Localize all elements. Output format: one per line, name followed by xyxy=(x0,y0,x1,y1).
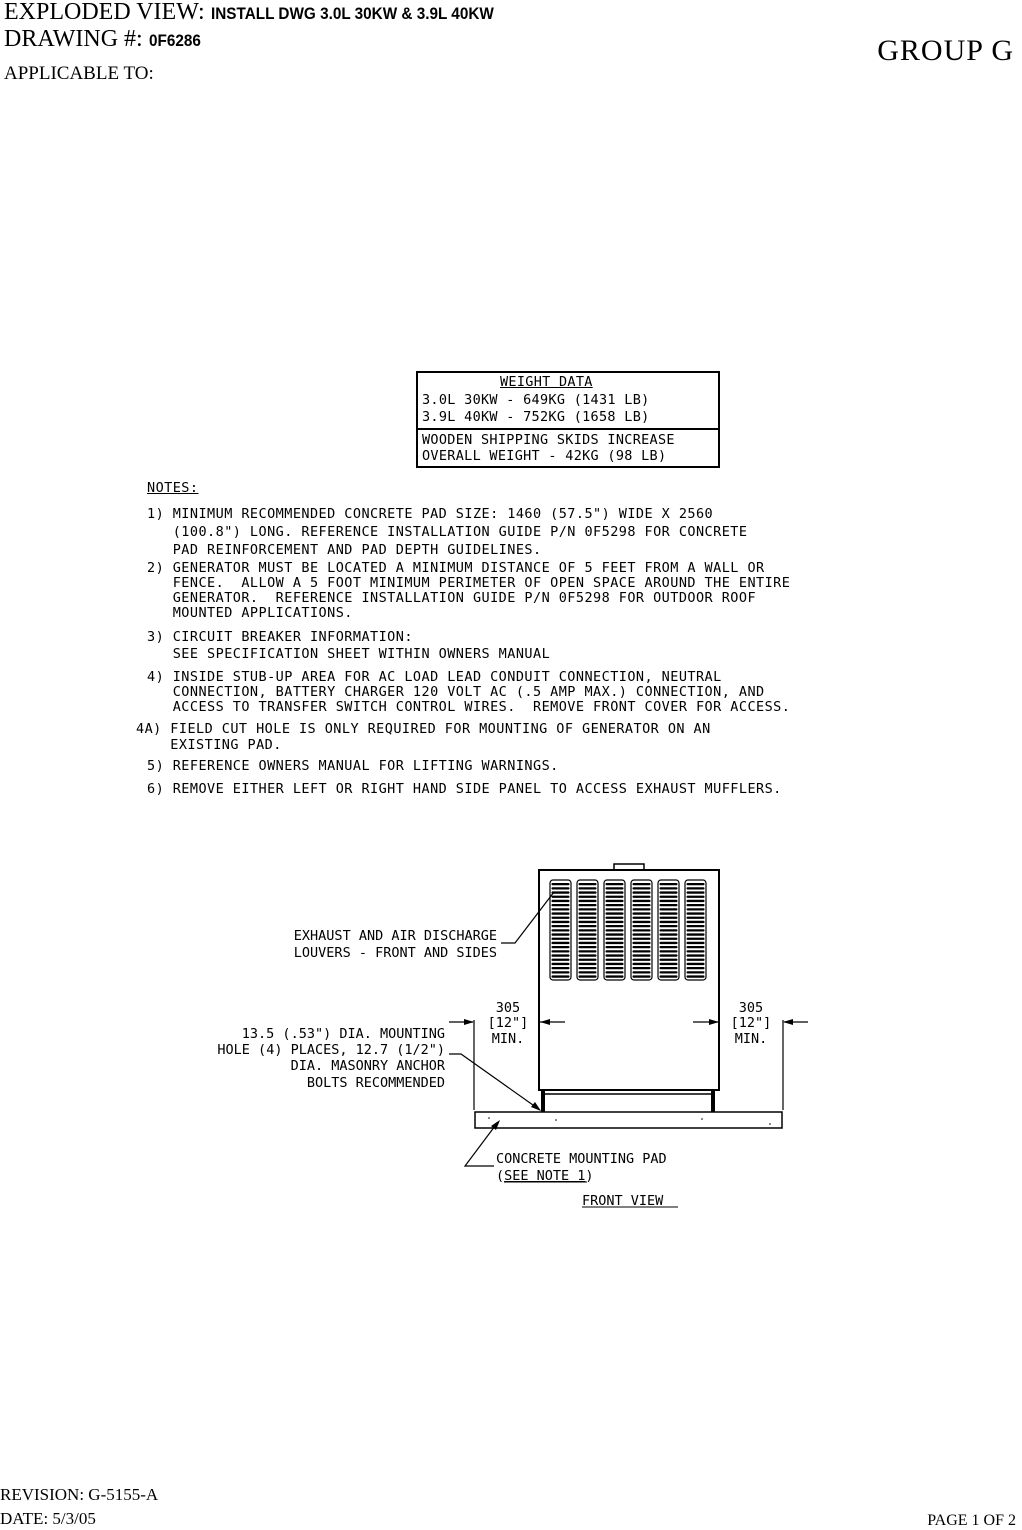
louver-slat xyxy=(606,929,624,931)
louver-slat xyxy=(579,938,597,940)
group-label: GROUP G xyxy=(877,34,1014,67)
louver-slat xyxy=(579,954,597,956)
louver-slat xyxy=(633,946,651,948)
louver-slat xyxy=(687,891,705,893)
pad-note-ref: (SEE NOTE 1) xyxy=(496,1168,594,1184)
louver-slat xyxy=(579,946,597,948)
weight-data-row: 3.0L 30KW - 649KG (1431 LB) xyxy=(422,392,650,408)
louver-slat xyxy=(579,963,597,965)
louver-slat xyxy=(660,959,678,961)
louver-slat xyxy=(606,950,624,952)
louver-slat xyxy=(606,942,624,944)
louver-slat xyxy=(606,912,624,914)
louver-slat xyxy=(579,975,597,977)
louver-slat xyxy=(579,967,597,969)
louver-slat xyxy=(687,908,705,910)
louver-slat xyxy=(606,900,624,902)
louver-slat xyxy=(606,887,624,889)
louver-slat xyxy=(633,971,651,973)
louver-slat xyxy=(633,950,651,952)
louver-slat xyxy=(552,887,570,889)
drawing-number-value: 0F6286 xyxy=(148,31,201,50)
louver-slat xyxy=(633,887,651,889)
louver-slat xyxy=(660,925,678,927)
note-2: 2) GENERATOR MUST BE LOCATED A MINIMUM DISTANCE OF 5 FEET FROM A WALL OR FENCE. ALLOW A 5 FOOT MINIMUM PERIMETER OF OPEN SPACE AROUND THE ENTIRE GENERATOR. REFERENCE INSTALLATION GUIDE P/N 0F5298 FOR OUTDOOR ROOF MOUNTED APPLICATIONS. xyxy=(147,560,791,621)
louver-slat xyxy=(633,929,651,931)
louver-slat xyxy=(579,959,597,961)
louver-slat xyxy=(579,917,597,919)
louver-slat xyxy=(606,883,624,885)
louver-slat xyxy=(660,942,678,944)
pad-label: CONCRETE MOUNTING PAD xyxy=(496,1151,667,1167)
louver-slat xyxy=(606,933,624,935)
louver-slat xyxy=(552,908,570,910)
applicable-to-label: APPLICABLE TO: xyxy=(4,63,154,84)
louver-slat xyxy=(552,904,570,906)
drawing-number-label: DRAWING #: xyxy=(4,26,143,52)
louver-slat xyxy=(579,908,597,910)
louver-slat xyxy=(552,971,570,973)
louver-slat xyxy=(606,959,624,961)
louver-slat xyxy=(579,933,597,935)
louver-slat xyxy=(660,912,678,914)
note-4a: 4A) FIELD CUT HOLE IS ONLY REQUIRED FOR MOUNTING OF GENERATOR ON AN EXISTING PAD. xyxy=(136,721,711,753)
louver-slat xyxy=(633,900,651,902)
louver-slat xyxy=(579,942,597,944)
clearance-left-value: 305 xyxy=(495,1000,521,1016)
louver-slat xyxy=(633,975,651,977)
louver-slat xyxy=(660,900,678,902)
clearance-right-inches: [12"] xyxy=(730,1015,772,1031)
revision-label: REVISION: G-5155-A xyxy=(0,1485,159,1504)
note-1: 1) MINIMUM RECOMMENDED CONCRETE PAD SIZE: 1460 (57.5") WIDE X 2560 (100.8") LONG. REFERENCE INSTALLATION GUIDE P/N 0F5298 FOR CONCRETE PAD REINFORCEMENT AND PAD DEPTH GUIDELINES. xyxy=(147,506,748,558)
louver-slat xyxy=(687,967,705,969)
louver-slat xyxy=(606,904,624,906)
louver-slat xyxy=(633,954,651,956)
louver-slat xyxy=(687,963,705,965)
louver-slat xyxy=(606,925,624,927)
louver-slat xyxy=(687,971,705,973)
louver-slat xyxy=(660,887,678,889)
louver-slat xyxy=(660,891,678,893)
louver-slat xyxy=(606,971,624,973)
louver-slat xyxy=(660,950,678,952)
mounting-foot-left xyxy=(541,1090,545,1112)
clearance-right-min: MIN. xyxy=(734,1031,768,1047)
louver-slat xyxy=(552,967,570,969)
louver-slat xyxy=(687,938,705,940)
louver-slat xyxy=(687,925,705,927)
louver-slat xyxy=(633,908,651,910)
louver-slat xyxy=(633,959,651,961)
louver-slat xyxy=(687,900,705,902)
louver-slat xyxy=(660,904,678,906)
louver-slat xyxy=(633,921,651,923)
louver-slat xyxy=(552,925,570,927)
louver-slat xyxy=(633,891,651,893)
louver-slat xyxy=(552,883,570,885)
louver-slat xyxy=(633,883,651,885)
louver-slat xyxy=(579,921,597,923)
louver-slat xyxy=(606,917,624,919)
louver-slat xyxy=(660,933,678,935)
louver-slat xyxy=(606,975,624,977)
weight-data-note: WOODEN SHIPPING SKIDS INCREASE xyxy=(422,432,675,448)
louver-slat xyxy=(579,925,597,927)
louver-slat xyxy=(687,883,705,885)
louver-slat xyxy=(633,896,651,898)
louver-slat xyxy=(552,929,570,931)
louver-slat xyxy=(660,921,678,923)
louver-slat xyxy=(660,929,678,931)
louver-slat xyxy=(687,933,705,935)
louver-slat xyxy=(579,900,597,902)
louver-slat xyxy=(552,896,570,898)
louver-slat xyxy=(633,963,651,965)
louver-slat xyxy=(579,950,597,952)
louver-slat xyxy=(633,917,651,919)
louver-slat xyxy=(687,887,705,889)
mounting-hole-label: DIA. MASONRY ANCHOR xyxy=(290,1058,445,1074)
louver-slat xyxy=(579,929,597,931)
louver-slat xyxy=(552,954,570,956)
concrete-pad xyxy=(475,1112,782,1128)
louver-slat xyxy=(579,883,597,885)
note-5: 5) REFERENCE OWNERS MANUAL FOR LIFTING WARNINGS. xyxy=(147,758,559,774)
louver-slat xyxy=(660,946,678,948)
louver-slat xyxy=(633,912,651,914)
louver-slat xyxy=(660,917,678,919)
louver-slat xyxy=(687,959,705,961)
louver-slat xyxy=(552,921,570,923)
louver-slat xyxy=(552,912,570,914)
louver-grille xyxy=(550,880,706,980)
louver-slat xyxy=(552,950,570,952)
notes-heading: NOTES: xyxy=(147,480,199,496)
louver-slat xyxy=(552,917,570,919)
note-4: 4) INSIDE STUB-UP AREA FOR AC LOAD LEAD CONDUIT CONNECTION, NEUTRAL CONNECTION, BATTERY CHARGER 120 VOLT AC (.5 AMP MAX.) CONNECTION, AND ACCESS TO TRANSFER SWITCH CONTROL WIRES. REMOVE FRONT COVER FOR ACCESS. xyxy=(147,669,791,715)
weight-data-title: WEIGHT DATA xyxy=(500,374,593,390)
louver-slat xyxy=(687,975,705,977)
louver-slat xyxy=(552,975,570,977)
note-3: 3) CIRCUIT BREAKER INFORMATION: SEE SPECIFICATION SHEET WITHIN OWNERS MANUAL xyxy=(147,629,551,662)
louver-slat xyxy=(633,933,651,935)
louver-slat xyxy=(606,896,624,898)
louver-slat xyxy=(687,896,705,898)
mounting-hole-label: HOLE (4) PLACES, 12.7 (1/2") xyxy=(217,1042,445,1058)
louver-slat xyxy=(579,904,597,906)
louver-slat xyxy=(633,925,651,927)
louver-label: LOUVERS - FRONT AND SIDES xyxy=(293,945,497,961)
louver-slat xyxy=(660,975,678,977)
louver-slat xyxy=(579,912,597,914)
louver-slat xyxy=(633,967,651,969)
page-number: PAGE 1 OF 2 xyxy=(927,1512,1016,1529)
louver-slat xyxy=(552,946,570,948)
louver-slat xyxy=(687,954,705,956)
clearance-left-min: MIN. xyxy=(491,1031,525,1047)
louver-label: EXHAUST AND AIR DISCHARGE xyxy=(293,928,497,944)
mounting-foot-right xyxy=(711,1090,715,1112)
louver-slat xyxy=(606,946,624,948)
clearance-left-inches: [12"] xyxy=(487,1015,529,1031)
louver-slat xyxy=(660,963,678,965)
louver-slat xyxy=(606,963,624,965)
louver-slat xyxy=(606,908,624,910)
mounting-hole-label: BOLTS RECOMMENDED xyxy=(306,1075,445,1091)
louver-slat xyxy=(660,883,678,885)
weight-data-row: 3.9L 40KW - 752KG (1658 LB) xyxy=(422,409,650,425)
louver-slat xyxy=(552,938,570,940)
louver-slat xyxy=(552,959,570,961)
louver-slat xyxy=(660,967,678,969)
louver-slat xyxy=(687,904,705,906)
louver-slat xyxy=(660,908,678,910)
mounting-hole-leader-line xyxy=(449,1054,540,1110)
weight-data-note: OVERALL WEIGHT - 42KG (98 LB) xyxy=(422,448,667,464)
louver-slat xyxy=(687,946,705,948)
louver-slat xyxy=(552,963,570,965)
louver-slat xyxy=(660,971,678,973)
note-6: 6) REMOVE EITHER LEFT OR RIGHT HAND SIDE PANEL TO ACCESS EXHAUST MUFFLERS. xyxy=(147,781,782,797)
louver-slat xyxy=(579,896,597,898)
louver-slat xyxy=(660,896,678,898)
louver-slat xyxy=(606,891,624,893)
clearance-right-value: 305 xyxy=(738,1000,764,1016)
louver-slat xyxy=(633,942,651,944)
louver-slat xyxy=(552,942,570,944)
view-title: FRONT VIEW xyxy=(582,1193,664,1209)
louver-slat xyxy=(606,954,624,956)
mounting-hole-label: 13.5 (.53") DIA. MOUNTING xyxy=(241,1026,445,1042)
louver-slat xyxy=(579,971,597,973)
louver-slat xyxy=(552,900,570,902)
louver-slat xyxy=(633,904,651,906)
louver-slat xyxy=(606,967,624,969)
louver-slat xyxy=(633,938,651,940)
louver-slat xyxy=(687,921,705,923)
louver-slat xyxy=(606,921,624,923)
louver-slat xyxy=(687,929,705,931)
louver-slat xyxy=(687,942,705,944)
exploded-view-label: EXPLODED VIEW: xyxy=(4,0,205,25)
date-label: DATE: 5/3/05 xyxy=(0,1509,96,1528)
exploded-view-value: INSTALL DWG 3.0L 30KW & 3.9L 40KW xyxy=(210,4,494,23)
louver-slat xyxy=(660,954,678,956)
louver-slat xyxy=(660,938,678,940)
louver-slat xyxy=(687,917,705,919)
louver-slat xyxy=(687,912,705,914)
louver-slat xyxy=(579,891,597,893)
louver-slat xyxy=(552,933,570,935)
louver-slat xyxy=(687,950,705,952)
louver-leader-line xyxy=(501,892,554,943)
louver-slat xyxy=(606,938,624,940)
louver-slat xyxy=(579,887,597,889)
